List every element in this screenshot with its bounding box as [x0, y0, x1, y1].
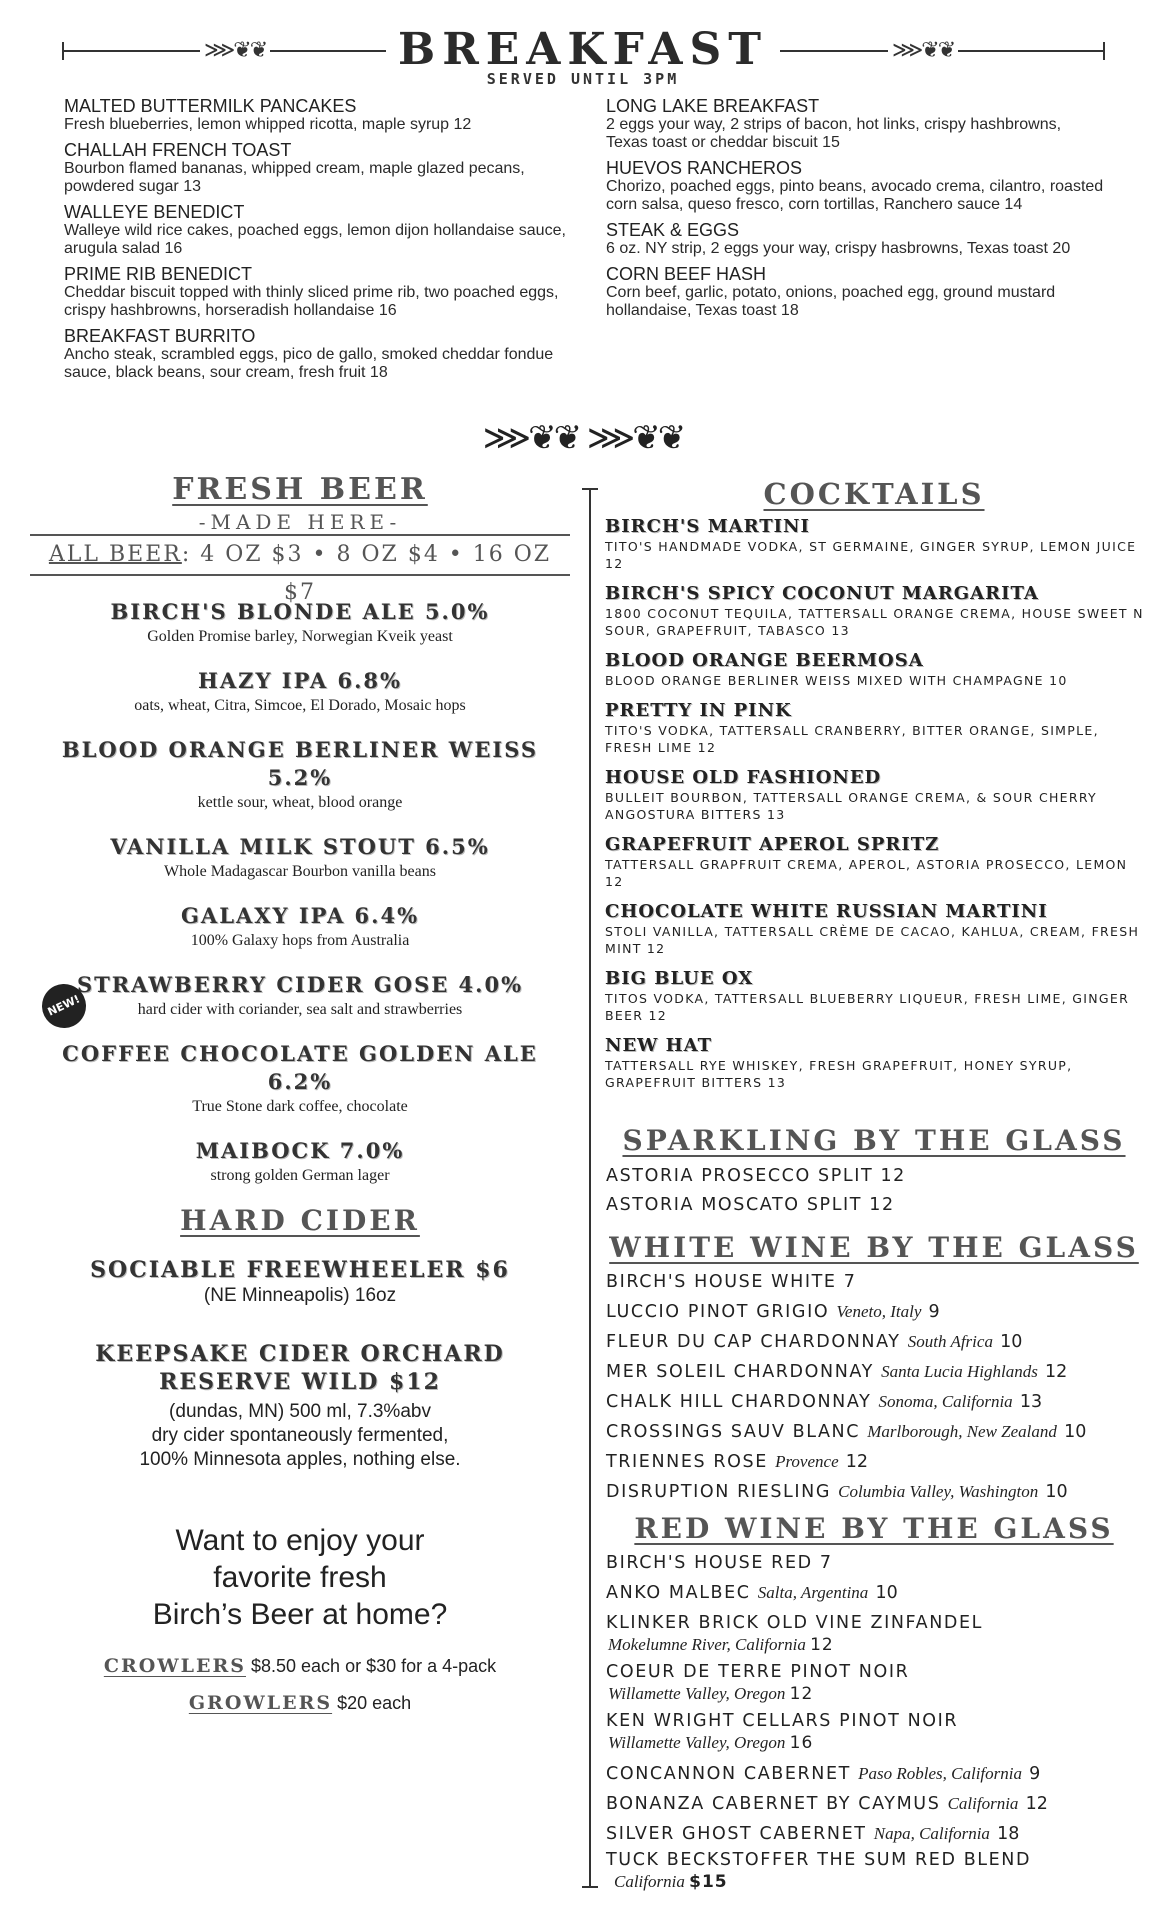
cocktail-name: HOUSE OLD FASHIONED	[605, 767, 882, 788]
wine-price: 9	[928, 1302, 940, 1322]
promo-line: favorite fresh	[213, 1561, 387, 1594]
wine-item	[606, 1477, 1166, 1507]
cocktail-desc: BULLEIT BOURBON, TATTERSALL ORANGE CREMA, & SOUR CHERRY ANGOSTURA BITTERS 13	[605, 790, 1097, 822]
menu-item	[64, 264, 584, 320]
wine-region: Santa Lucia Highlands	[881, 1362, 1038, 1381]
promo-line: Birch’s Beer at home?	[152, 1598, 448, 1631]
item-name: MALTED BUTTERMILK PANCAKES	[64, 96, 357, 116]
cocktail-item	[605, 901, 1145, 957]
cocktail-name: BLOOD ORANGE BEERMOSA	[605, 650, 924, 671]
wine-item	[606, 1387, 1166, 1417]
item-desc: Chorizo, poached eggs, pinto beans, avocado crema, cilantro, roasted corn salsa, queso fresco, corn tortillas, Ranchero sauce 14	[606, 178, 1104, 213]
sparkling-heading: SPARKLING BY THE GLASS	[622, 1124, 1126, 1157]
cocktails-heading: COCKTAILS	[763, 477, 985, 511]
cocktail-desc: 1800 COCONUT TEQUILA, TATTERSALL ORANGE CREMA, HOUSE SWEET N SOUR, GRAPEFRUIT, TABASCO 13	[605, 606, 1144, 638]
beer-desc: hard cider with coriander, sea salt and strawberries	[137, 1001, 463, 1018]
wine-region: Willamette Valley, Oregon	[608, 1733, 786, 1752]
wine-item: ASTORIA MOSCATO SPLIT 12	[606, 1195, 895, 1215]
item-name: LONG LAKE BREAKFAST	[606, 96, 820, 116]
wine-name: COEUR DE TERRE PINOT NOIR	[606, 1662, 910, 1682]
wine-name: CHALK HILL CHARDONNAY	[606, 1392, 872, 1412]
cider-name: KEEPSAKE CIDER ORCHARD	[95, 1341, 505, 1367]
wheat-sprig-icon: ⋙❦❦	[200, 38, 270, 63]
crowlers-line	[30, 1655, 570, 1677]
wine-item	[606, 1447, 1166, 1477]
beer-item	[30, 1040, 570, 1118]
beer-desc: 100% Galaxy hops from Australia	[190, 932, 410, 949]
column-divider	[589, 488, 591, 1888]
wine-region: California	[614, 1872, 685, 1891]
wine-item: ASTORIA PROSECCO SPLIT 12	[606, 1166, 906, 1186]
cocktail-name: BIRCH'S MARTINI	[605, 516, 810, 537]
beer-desc: True Stone dark coffee, chocolate	[192, 1098, 408, 1115]
wine-price: 10	[1000, 1332, 1023, 1352]
cocktail-name: BIG BLUE OX	[605, 968, 754, 989]
crowlers-label: CROWLERS	[103, 1655, 246, 1677]
wine-name: CONCANNON CABERNET	[606, 1764, 851, 1784]
item-name: HUEVOS RANCHEROS	[606, 158, 803, 178]
wine-price: 12	[1025, 1794, 1048, 1814]
cocktail-item	[605, 1035, 1145, 1091]
wine-price: 13	[1019, 1392, 1043, 1412]
promo-line: Want to enjoy your	[175, 1524, 425, 1557]
item-desc: Corn beef, garlic, potato, onions, poached egg, ground mustard hollandaise, Texas toast 18	[606, 284, 1056, 319]
wine-price: 9	[1029, 1764, 1041, 1784]
menu-item	[64, 326, 584, 382]
beer-desc: kettle sour, wheat, blood orange	[197, 794, 403, 811]
wine-name: BIRCH'S HOUSE WHITE 7	[606, 1272, 857, 1292]
cider-name: RESERVE WILD $12	[159, 1369, 441, 1395]
wheat-ornament-icon: ⋙❦❦ ⋙❦❦	[482, 418, 684, 458]
wine-item	[606, 1710, 1166, 1754]
cider-item	[30, 1340, 570, 1472]
beer-name: VANILLA MILK STOUT 6.5%	[110, 834, 490, 859]
crowlers-price: $8.50 each or $30 for a 4-pack	[245, 1656, 497, 1676]
beer-desc: Whole Madagascar Bourbon vanilla beans	[164, 863, 436, 880]
wine-item	[606, 1549, 1166, 1578]
item-name: CORN BEEF HASH	[606, 264, 767, 284]
wine-price: 10	[1064, 1422, 1087, 1442]
cocktail-desc: BLOOD ORANGE BERLINER WEISS MIXED WITH CHAMPAGNE 10	[605, 673, 1068, 688]
menu-item	[64, 140, 584, 196]
growlers-line	[30, 1692, 570, 1714]
cider-name: SOCIABLE FREEWHEELER $6	[90, 1257, 510, 1283]
wine-price: $15	[689, 1872, 728, 1892]
cider-desc: (NE Minneapolis) 16oz	[203, 1285, 397, 1306]
wine-region: Marlborough, New Zealand	[867, 1422, 1057, 1441]
red-wine-heading: RED WINE BY THE GLASS	[634, 1512, 1114, 1545]
wine-price: 12	[845, 1452, 869, 1472]
cocktail-item	[605, 516, 1145, 572]
divider-cap-icon	[582, 1886, 598, 1888]
item-name: STEAK & EGGS	[606, 220, 740, 240]
beer-item	[30, 833, 570, 883]
cocktail-name: BIRCH'S SPICY COCONUT MARGARITA	[605, 583, 1039, 604]
beer-name: STRAWBERRY CIDER GOSE 4.0%	[76, 972, 524, 997]
wine-price: 10	[1045, 1482, 1068, 1502]
wheat-sprig-icon: ⋙❦❦	[888, 38, 958, 63]
cider-desc: (dundas, MN) 500 ml, 7.3%abv	[169, 1401, 431, 1422]
wine-price: 18	[997, 1824, 1020, 1844]
cocktail-desc: TATTERSALL GRAPFRUIT CREMA, APEROL, ASTORIA PROSECCO, LEMON 12	[605, 857, 1128, 889]
beer-list	[30, 598, 570, 1206]
wine-item	[606, 1578, 1166, 1608]
beer-name: GALAXY IPA 6.4%	[180, 903, 420, 928]
wine-region: Provence	[775, 1452, 839, 1471]
beer-item	[30, 598, 570, 648]
item-name: PRIME RIB BENEDICT	[64, 264, 253, 284]
wine-item	[606, 1297, 1166, 1327]
wine-item	[606, 1612, 1166, 1656]
wine-item	[606, 1417, 1166, 1447]
item-name: BREAKFAST BURRITO	[64, 326, 256, 346]
wine-name: SILVER GHOST CABERNET	[606, 1824, 867, 1844]
cider-desc: dry cider spontaneously fermented,	[151, 1425, 449, 1446]
prices-text: : 4 OZ $3 • 8 OZ $4 • 16 OZ $7	[181, 542, 552, 605]
wine-item	[606, 1789, 1166, 1819]
wine-region: Veneto, Italy	[836, 1302, 922, 1321]
item-desc: Bourbon flamed bananas, whipped cream, maple glazed pecans, powdered sugar 13	[64, 160, 525, 195]
wine-name: BIRCH'S HOUSE RED 7	[606, 1553, 833, 1573]
growlers-price: $20 each	[332, 1693, 412, 1713]
wine-item	[606, 1661, 1166, 1705]
wine-item	[606, 1849, 1166, 1893]
cocktail-name: NEW HAT	[605, 1035, 713, 1056]
beer-name: BIRCH'S BLONDE ALE 5.0%	[110, 599, 490, 624]
cider-desc: 100% Minnesota apples, nothing else.	[139, 1449, 461, 1470]
cocktail-item	[605, 767, 1145, 823]
wine-name: KEN WRIGHT CELLARS PINOT NOIR	[606, 1711, 959, 1731]
wine-region: Columbia Valley, Washington	[838, 1482, 1039, 1501]
beer-name: HAZY IPA 6.8%	[198, 668, 402, 693]
beer-item	[30, 971, 570, 1021]
beer-item	[30, 1137, 570, 1187]
wine-name: FLEUR DU CAP CHARDONNAY	[606, 1332, 901, 1352]
menu-item	[64, 202, 584, 258]
menu-item	[606, 158, 1106, 214]
cocktail-item	[605, 583, 1145, 639]
wine-item	[606, 1357, 1166, 1387]
item-desc: Ancho steak, scrambled eggs, pico de gallo, smoked cheddar fondue sauce, black beans, sour cream, fresh fruit 18	[64, 346, 554, 381]
wine-region: South Africa	[907, 1332, 993, 1351]
beer-heading: FRESH BEER	[172, 472, 428, 507]
menu-item	[606, 220, 1106, 258]
cocktail-item	[605, 700, 1145, 756]
divider-cap-icon	[582, 488, 598, 490]
beer-desc: Golden Promise barley, Norwegian Kveik yeast	[147, 628, 453, 645]
prices-label: ALL BEER	[48, 542, 182, 567]
cocktail-list	[605, 516, 1145, 1102]
wine-item	[606, 1268, 1166, 1297]
breakfast-right-column	[606, 96, 1106, 326]
cocktail-item	[605, 834, 1145, 890]
wine-name: LUCCIO PINOT GRIGIO	[606, 1302, 830, 1322]
wine-name: BONANZA CABERNET BY CAYMUS	[606, 1794, 941, 1814]
beer-desc: strong golden German lager	[210, 1167, 390, 1184]
new-badge-icon: NEW!	[35, 977, 93, 1035]
cocktail-item	[605, 968, 1145, 1024]
wine-item	[606, 1819, 1166, 1849]
breakfast-subtitle: SERVED UNTIL 3PM	[486, 70, 680, 88]
cocktail-desc: TATTERSALL RYE WHISKEY, FRESH GRAPEFRUIT, HONEY SYRUP, GRAPEFRUIT BITTERS 13	[605, 1058, 1073, 1090]
item-desc: Cheddar biscuit topped with thinly sliced prime rib, two poached eggs, crispy hashbrowns, horseradish hollandaise 16	[64, 284, 559, 319]
growlers-label: GROWLERS	[188, 1692, 333, 1714]
wine-item	[606, 1327, 1166, 1357]
item-desc: Walleye wild rice cakes, poached eggs, lemon dijon hollandaise sauce, arugula salad 16	[64, 222, 566, 257]
red-wine-list	[606, 1549, 1166, 1898]
beer-name: MAIBOCK 7.0%	[195, 1138, 405, 1163]
cocktail-name: GRAPEFRUIT APEROL SPRITZ	[605, 834, 940, 855]
beer-name: BLOOD ORANGE BERLINER WEISS 5.2%	[61, 737, 539, 790]
cider-heading: HARD CIDER	[180, 1204, 420, 1237]
cocktail-name: CHOCOLATE WHITE RUSSIAN MARTINI	[605, 901, 1048, 922]
item-desc: 6 oz. NY strip, 2 eggs your way, crispy hasbrowns, Texas toast 20	[606, 240, 1071, 257]
menu-item	[64, 96, 584, 134]
wine-item	[606, 1759, 1166, 1789]
wine-region: Salta, Argentina	[757, 1583, 869, 1602]
cocktail-name: PRETTY IN PINK	[605, 700, 792, 721]
white-wine-list	[606, 1268, 1166, 1507]
sparkling-list	[606, 1162, 1166, 1220]
cocktail-desc: TITOS VODKA, TATTERSALL BLUEBERRY LIQUEUR, FRESH LIME, GINGER BEER 12	[605, 991, 1130, 1023]
item-desc: 2 eggs your way, 2 strips of bacon, hot links, crispy hashbrowns, Texas toast or cheddar biscuit 15	[606, 116, 1062, 151]
wine-price: 16	[789, 1733, 814, 1753]
at-home-promo	[30, 1522, 570, 1633]
wine-name: KLINKER BRICK OLD VINE ZINFANDEL	[606, 1613, 983, 1633]
wine-name: ANKO MALBEC	[606, 1583, 751, 1603]
wine-region: Paso Robles, California	[858, 1764, 1022, 1783]
wine-name: DISRUPTION RIESLING	[606, 1482, 831, 1502]
beer-desc: oats, wheat, Citra, Simcoe, El Dorado, Mosaic hops	[134, 697, 466, 714]
wine-region: Sonoma, California	[878, 1392, 1013, 1411]
beer-name: COFFEE CHOCOLATE GOLDEN ALE 6.2%	[62, 1041, 538, 1094]
menu-item	[606, 96, 1106, 152]
wine-name: TRIENNES ROSE	[606, 1452, 768, 1472]
breakfast-left-column	[64, 96, 584, 388]
breakfast-title: BREAKFAST	[0, 24, 1166, 76]
made-here-label: -MADE HERE-	[198, 510, 402, 534]
breakfast-header	[0, 24, 1166, 94]
menu-item	[606, 264, 1106, 320]
beer-item	[30, 902, 570, 952]
wine-price: 10	[875, 1583, 898, 1603]
cocktail-item	[605, 650, 1145, 689]
item-name: CHALLAH FRENCH TOAST	[64, 140, 292, 160]
wine-price: 12	[810, 1635, 834, 1655]
beer-item	[30, 736, 570, 814]
cider-item	[30, 1256, 570, 1308]
wine-region: Napa, California	[873, 1824, 990, 1843]
white-wine-heading: WHITE WINE BY THE GLASS	[609, 1231, 1139, 1264]
wine-region: Willamette Valley, Oregon	[608, 1684, 786, 1703]
wine-price: 12	[789, 1684, 814, 1704]
wine-region: Mokelumne River, California	[608, 1635, 806, 1654]
cocktail-desc: TITO'S VODKA, TATTERSALL CRANBERRY, BITTER ORANGE, SIMPLE, FRESH LIME 12	[605, 723, 1099, 755]
wine-name: CROSSINGS SAUV BLANC	[606, 1422, 861, 1442]
wine-name: MER SOLEIL CHARDONNAY	[606, 1362, 874, 1382]
item-name: WALLEYE BENEDICT	[64, 202, 245, 222]
cocktail-desc: STOLI VANILLA, TATTERSALL CRÈME DE CACAO, KAHLUA, CREAM, FRESH MINT 12	[605, 924, 1140, 956]
beer-prices	[30, 534, 570, 605]
item-desc: Fresh blueberries, lemon whipped ricotta, maple syrup 12	[64, 116, 472, 133]
beer-item	[30, 667, 570, 717]
cocktail-desc: TITO'S HANDMADE VODKA, ST GERMAINE, GINGER SYRUP, LEMON JUICE 12	[605, 539, 1137, 571]
wine-name: TUCK BECKSTOFFER THE SUM RED BLEND	[606, 1850, 1032, 1870]
wine-price: 12	[1045, 1362, 1068, 1382]
wine-region: California	[947, 1794, 1019, 1813]
